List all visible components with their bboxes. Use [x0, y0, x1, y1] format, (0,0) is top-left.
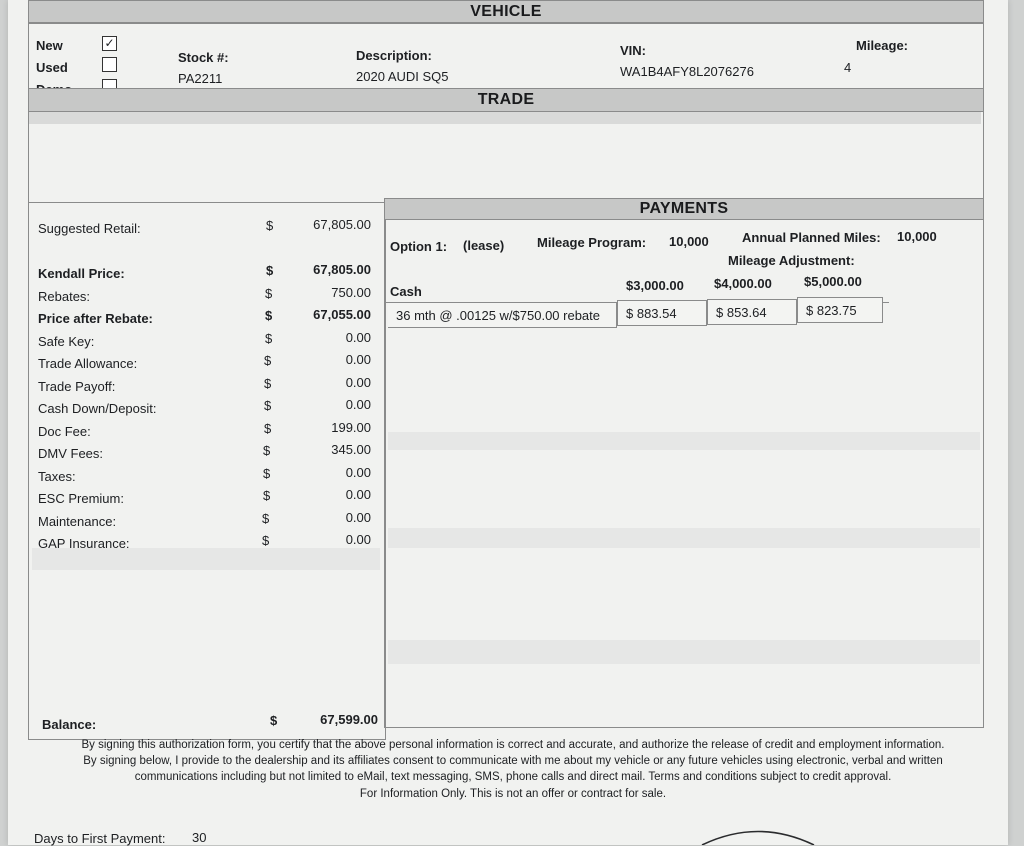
cash-label: Cash — [390, 284, 422, 299]
trade-section-header — [28, 88, 984, 112]
pricing-row-label: Doc Fee: — [38, 424, 91, 439]
pricing-row-label: ESC Premium: — [38, 491, 124, 506]
pricing-row-label: Maintenance: — [38, 514, 117, 529]
mileage-label: Mileage: — [856, 38, 909, 53]
pricing-row-value: 0.00 — [345, 487, 371, 502]
pricing-row-label: DMV Fees: — [38, 446, 104, 461]
pricing-row-dollar-sign: $ — [264, 398, 272, 413]
payments-header-text: PAYMENTS — [639, 200, 729, 217]
pricing-row-label: GAP Insurance: — [38, 536, 130, 551]
pricing-row-value: 0.00 — [345, 532, 371, 547]
pricing-row-value: 0.00 — [345, 465, 371, 480]
payment-cell-3 — [797, 297, 883, 323]
scan-band — [388, 528, 980, 548]
pricing-row-value: 67,055.00 — [313, 307, 371, 322]
trade-header-text: TRADE — [477, 91, 535, 108]
balance-dollar-sign: $ — [270, 713, 278, 728]
pricing-row-dollar-sign: $ — [264, 376, 272, 391]
condition-new-label: New — [36, 38, 63, 53]
pricing-row-dollar-sign: $ — [265, 331, 273, 346]
condition-used-checkbox[interactable] — [102, 57, 117, 72]
description-label: Description: — [356, 48, 432, 63]
balance-label: Balance: — [42, 717, 97, 732]
vehicle-info-box — [28, 22, 984, 90]
disclaimer-line-1: By signing this authorization form, you certify that the above personal information is correct and accurate, and authorize the release of credit and employment information. — [81, 739, 945, 751]
pricing-row-value: 0.00 — [345, 330, 371, 345]
disclaimer-line-2: By signing below, I provide to the dealership and its affiliates consent to communicate with me about my vehicle or any future vehicles using electronic, verbal and written — [83, 755, 943, 767]
pricing-row-dollar-sign: $ — [266, 263, 274, 278]
annual-miles-label: Annual Planned Miles: — [742, 230, 881, 245]
pricing-row-dollar-sign: $ — [263, 443, 271, 458]
vin-label: VIN: — [620, 43, 646, 58]
pricing-row-dollar-sign: $ — [262, 533, 270, 548]
vehicle-header-text: VEHICLE — [470, 3, 542, 20]
pricing-row-dollar-sign: $ — [265, 308, 273, 323]
pricing-row-value: 345.00 — [331, 442, 371, 457]
pricing-row-value: 0.00 — [345, 375, 371, 390]
days-to-first-payment-label: Days to First Payment: — [34, 831, 166, 846]
pricing-row-dollar-sign: $ — [266, 218, 274, 233]
pricing-row-dollar-sign: $ — [262, 511, 270, 526]
pricing-row-dollar-sign: $ — [265, 286, 273, 301]
disclaimer-line-3: communications including but not limited to eMail, text messaging, SMS, phone calls and direct mail. Terms and conditions subject to credit approval. — [134, 771, 892, 783]
lease-term-text: 36 mth @ .00125 w/$750.00 rebate — [396, 308, 601, 323]
pricing-row-dollar-sign: $ — [264, 353, 272, 368]
mileage-program-label: Mileage Program: — [537, 235, 647, 250]
pricing-row-label: Safe Key: — [38, 334, 95, 349]
worksheet-page — [8, 0, 1008, 845]
pricing-row-label: Trade Payoff: — [38, 379, 116, 394]
pricing-row-label: Price after Rebate: — [38, 311, 153, 326]
trade-inner-stripe — [29, 112, 981, 124]
monthly-payment-2: $ 853.64 — [716, 305, 767, 320]
payments-section-header — [384, 198, 984, 220]
monthly-payment-3: $ 823.75 — [806, 303, 857, 318]
payment-cell-1 — [617, 300, 707, 326]
pricing-row-label: Kendall Price: — [38, 266, 125, 281]
option-label: Option 1: — [390, 239, 448, 254]
pricing-row-label: Trade Allowance: — [38, 356, 138, 371]
stock-value: PA2211 — [178, 71, 223, 86]
balance-value: 67,599.00 — [320, 712, 378, 727]
mileage-program-value: 10,000 — [669, 234, 709, 249]
pricing-row-label: Cash Down/Deposit: — [38, 401, 157, 416]
condition-used-label: Used — [36, 60, 68, 75]
pricing-row-value: 0.00 — [345, 352, 371, 367]
scan-band — [388, 432, 980, 450]
pricing-row-label: Rebates: — [38, 289, 91, 304]
lease-term-cell — [388, 302, 617, 328]
pricing-row-dollar-sign: $ — [263, 488, 271, 503]
pricing-row-dollar-sign: $ — [264, 421, 272, 436]
monthly-payment-1: $ 883.54 — [626, 306, 677, 321]
scan-band — [32, 548, 380, 570]
scan-band — [388, 640, 980, 664]
signature-oval-icon — [698, 826, 818, 845]
pricing-row-value: 67,805.00 — [313, 262, 371, 277]
pricing-row-value: 0.00 — [345, 510, 371, 525]
cash-option-1: $3,000.00 — [626, 278, 684, 293]
annual-miles-value: 10,000 — [897, 229, 937, 244]
cash-option-3: $5,000.00 — [804, 274, 862, 289]
description-value: 2020 AUDI SQ5 — [356, 69, 449, 84]
cash-option-2: $4,000.00 — [714, 276, 772, 291]
pricing-row-value: 199.00 — [331, 420, 371, 435]
pricing-row-value: 0.00 — [345, 397, 371, 412]
days-to-first-payment-value: 30 — [192, 830, 207, 845]
option-type: (lease) — [463, 238, 505, 253]
payment-cell-2 — [707, 299, 797, 325]
disclaimer-line-4: For Information Only. This is not an offer or contract for sale. — [359, 788, 667, 800]
condition-new-checkbox[interactable]: ✓ — [102, 36, 117, 51]
pricing-row-label: Suggested Retail: — [38, 221, 141, 236]
pricing-row-label: Taxes: — [38, 469, 76, 484]
vin-value: WA1B4AFY8L2076276 — [620, 64, 754, 79]
mileage-adjustment-label: Mileage Adjustment: — [728, 253, 855, 268]
vehicle-section-header — [28, 0, 984, 24]
pricing-row-dollar-sign: $ — [263, 466, 271, 481]
mileage-value: 4 — [844, 60, 852, 75]
stock-label: Stock #: — [178, 50, 229, 65]
pricing-row-value: 750.00 — [331, 285, 371, 300]
pricing-row-value: 67,805.00 — [313, 217, 371, 232]
